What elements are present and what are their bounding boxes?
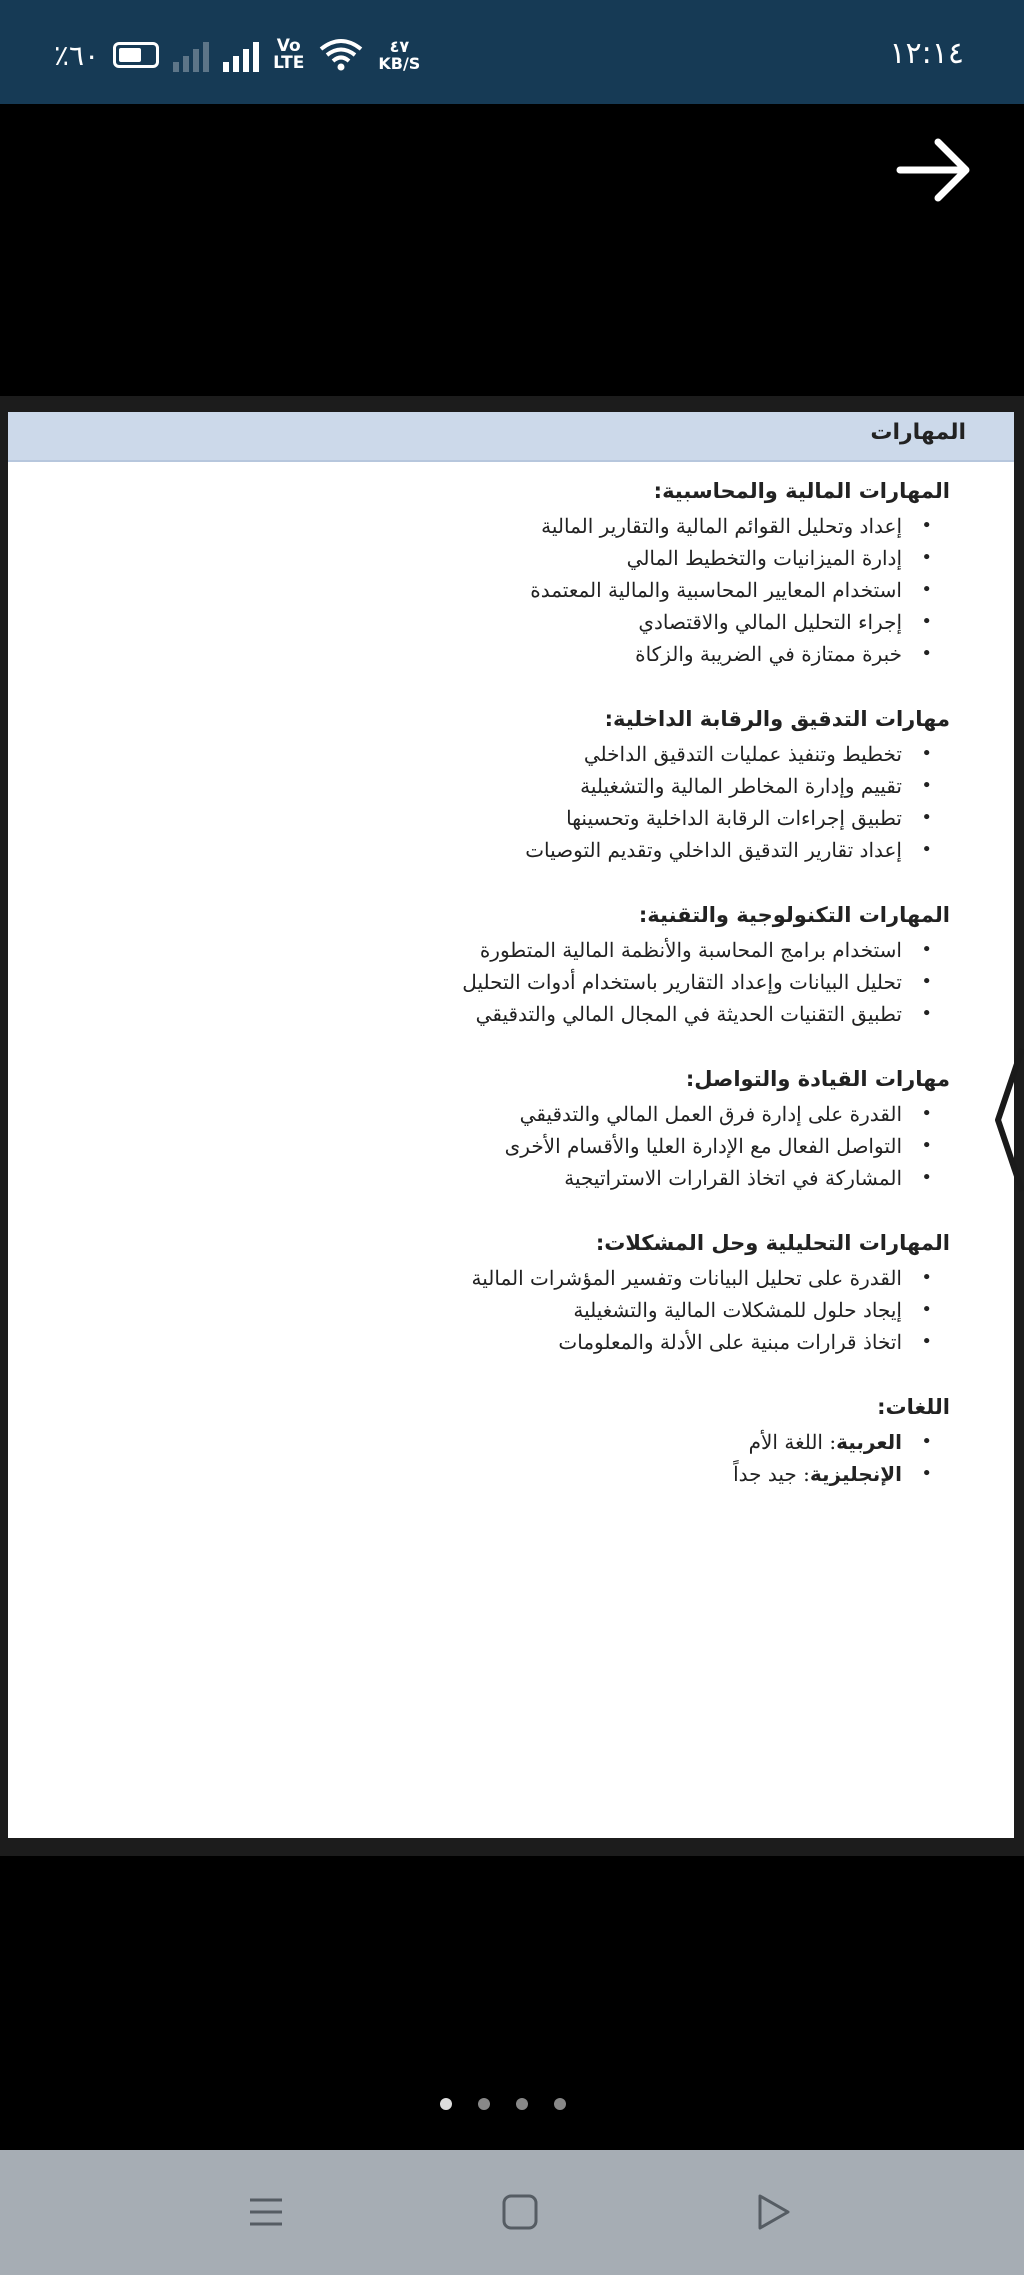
forward-arrow-icon[interactable] — [894, 130, 974, 210]
section-heading: المهارات التكنولوجية والتقنية: — [638, 903, 950, 927]
side-panel-chevron-icon[interactable] — [988, 1045, 1024, 1195]
skills-section — [110, 1062, 950, 1194]
document-page[interactable] — [8, 412, 1014, 1838]
sim1-signal-icon — [173, 38, 209, 72]
skill-item: • إدارة الميزانيات والتخطيط المالي — [110, 542, 950, 574]
language-name: الإنجليزية — [809, 1462, 902, 1486]
languages-section — [110, 1390, 950, 1490]
skill-item: • تقييم وإدارة المخاطر المالية والتشغيلية — [110, 770, 950, 802]
section-heading: مهارات التدقيق والرقابة الداخلية: — [604, 707, 950, 731]
skill-item: • تحليل البيانات وإعداد التقارير باستخدام أدوات التحليل — [110, 966, 950, 998]
section-heading: المهارات المالية والمحاسبية: — [653, 479, 950, 503]
document-header — [8, 412, 1014, 462]
skill-item: • إعداد وتحليل القوائم المالية والتقارير المالية — [110, 510, 950, 542]
skill-list — [110, 934, 950, 1030]
sim2-signal-icon — [223, 38, 259, 72]
skills-section — [110, 1226, 950, 1358]
skill-item: • تطبيق التقنيات الحديثة في المجال المالي والتدقيقي — [110, 998, 950, 1030]
skill-item: • إيجاد حلول للمشكلات المالية والتشغيلية — [110, 1294, 950, 1326]
battery-icon — [113, 42, 159, 68]
skill-item: • استخدام المعايير المحاسبية والمالية المعتمدة — [110, 574, 950, 606]
skill-list — [110, 1098, 950, 1194]
page-dot[interactable] — [516, 2098, 528, 2110]
menu-icon[interactable] — [246, 2192, 286, 2232]
skill-list — [110, 1262, 950, 1358]
skill-item: • إجراء التحليل المالي والاقتصادي — [110, 606, 950, 638]
page-dot[interactable] — [440, 2098, 452, 2110]
status-icons — [54, 38, 420, 72]
back-icon[interactable] — [754, 2192, 794, 2232]
battery-percentage: ٪٦٠ — [54, 38, 100, 72]
skill-item: • المشاركة في اتخاذ القرارات الاستراتيجية — [110, 1162, 950, 1194]
skill-item: • استخدام برامج المحاسبة والأنظمة المالية المتطورة — [110, 934, 950, 966]
clock: ١٢:١٤ — [889, 36, 964, 71]
skill-item: • التواصل الفعال مع الإدارة العليا والأقسام الأخرى — [110, 1130, 950, 1162]
section-heading: مهارات القيادة والتواصل: — [685, 1067, 950, 1091]
skill-item: • تخطيط وتنفيذ عمليات التدقيق الداخلي — [110, 738, 950, 770]
document-header-title: المهارات — [870, 420, 966, 445]
document-body — [110, 474, 950, 1522]
volte-label-top: Vo — [276, 36, 301, 56]
status-bar — [0, 0, 1024, 104]
page-dot[interactable] — [554, 2098, 566, 2110]
skill-item: • تطبيق إجراءات الرقابة الداخلية وتحسينها — [110, 802, 950, 834]
language-item — [110, 1426, 950, 1458]
skills-section — [110, 702, 950, 866]
language-name: العربية — [836, 1430, 902, 1454]
volte-label-bottom: LTE — [273, 53, 305, 73]
volte-icon — [273, 38, 304, 72]
skill-item: • القدرة على تحليل البيانات وتفسير المؤشرات المالية — [110, 1262, 950, 1294]
network-speed-value: ٤٧ — [389, 37, 410, 56]
language-level: : اللغة الأم — [748, 1430, 837, 1454]
language-list — [110, 1426, 950, 1490]
page-dot[interactable] — [478, 2098, 490, 2110]
network-speed — [378, 38, 420, 72]
skill-item: • اتخاذ قرارات مبنية على الأدلة والمعلومات — [110, 1326, 950, 1358]
skill-item: • القدرة على إدارة فرق العمل المالي والتدقيقي — [110, 1098, 950, 1130]
navigation-bar — [0, 2150, 1024, 2275]
language-level: : جيد جداً — [733, 1462, 810, 1486]
languages-heading: اللغات: — [877, 1395, 950, 1419]
skill-list — [110, 510, 950, 670]
network-speed-unit: KB/S — [378, 54, 421, 73]
page-indicator — [440, 2098, 566, 2110]
skills-section — [110, 474, 950, 670]
skill-item: • خبرة ممتازة في الضريبة والزكاة — [110, 638, 950, 670]
skills-section — [110, 898, 950, 1030]
skill-item: • إعداد تقارير التدقيق الداخلي وتقديم التوصيات — [110, 834, 950, 866]
skill-list — [110, 738, 950, 866]
home-icon[interactable] — [500, 2192, 540, 2232]
section-heading: المهارات التحليلية وحل المشكلات: — [595, 1231, 950, 1255]
language-item — [110, 1458, 950, 1490]
wifi-icon — [318, 38, 364, 72]
